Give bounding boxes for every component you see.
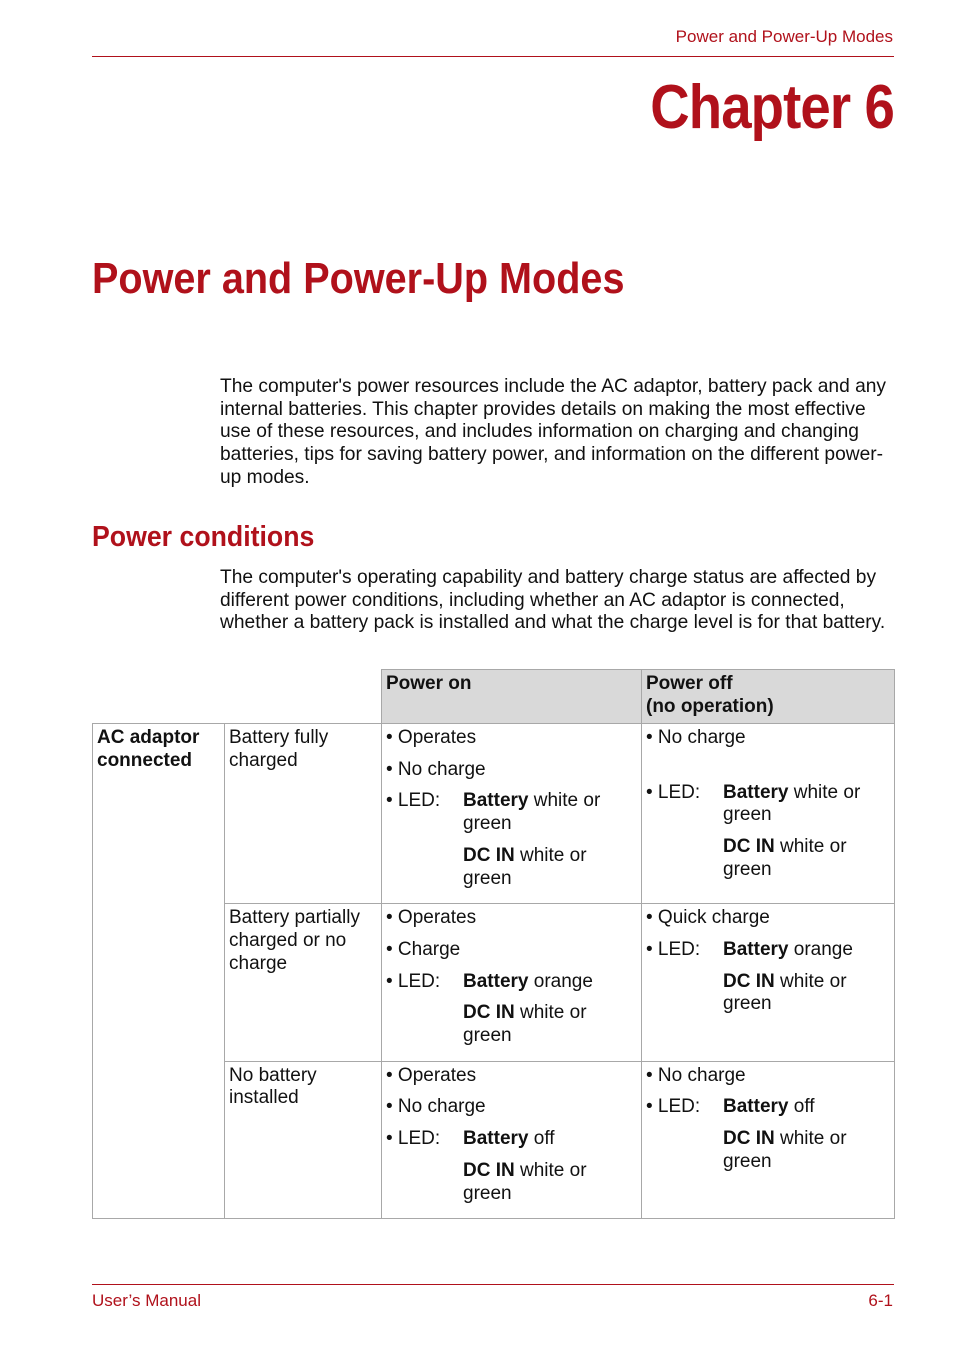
list-item: • No charge bbox=[646, 727, 746, 748]
dcin-led-value: white or green bbox=[463, 844, 587, 889]
list-item: • Operates bbox=[386, 1064, 477, 1086]
dcin-label: DC IN bbox=[723, 1128, 775, 1150]
condition-cell: Battery partially charged or no charge bbox=[225, 904, 382, 1062]
battery-led-value: white or green bbox=[463, 790, 601, 835]
list-item: • No charge bbox=[646, 1064, 746, 1086]
power-off-header-line2: (no operation) bbox=[646, 695, 774, 717]
power-off-header bbox=[642, 670, 895, 724]
led-label: • LED: bbox=[386, 790, 441, 812]
dcin-label: DC IN bbox=[463, 1002, 515, 1024]
battery-led-value: orange bbox=[533, 970, 593, 992]
condition-cell: Battery fully charged bbox=[225, 724, 382, 904]
battery-label: Battery bbox=[463, 970, 529, 992]
list-item: • Charge bbox=[386, 938, 461, 960]
battery-label: Battery bbox=[723, 1096, 789, 1118]
battery-label: Battery bbox=[723, 938, 789, 960]
row-group-header: AC adaptor connected bbox=[93, 724, 225, 1219]
power-off-header-line1: Power off bbox=[646, 673, 733, 694]
led-label: • LED: bbox=[646, 1096, 701, 1118]
header-rule bbox=[92, 56, 894, 57]
battery-led-value: off bbox=[533, 1128, 555, 1150]
dcin-label: DC IN bbox=[723, 970, 775, 992]
power-on-cell bbox=[382, 724, 642, 904]
battery-label: Battery bbox=[463, 790, 529, 812]
dcin-led-value: white or green bbox=[463, 1002, 587, 1047]
dcin-led-value: white or green bbox=[723, 1128, 847, 1172]
footer-rule bbox=[92, 1284, 894, 1285]
battery-led-value: off bbox=[793, 1096, 815, 1118]
dcin-label: DC IN bbox=[463, 844, 515, 866]
led-status bbox=[386, 790, 637, 890]
page-number: 6-1 bbox=[868, 1291, 893, 1310]
power-off-cell bbox=[642, 724, 895, 904]
led-status bbox=[386, 971, 637, 1048]
table-header-row bbox=[93, 670, 895, 724]
list-item: • Operates bbox=[386, 727, 477, 748]
battery-led-value: orange bbox=[793, 938, 853, 960]
dcin-led-value: white or green bbox=[723, 970, 847, 1015]
power-conditions-table bbox=[92, 669, 895, 1219]
dcin-led-value: white or green bbox=[723, 836, 847, 880]
led-status bbox=[646, 939, 890, 1016]
blank-header-cell bbox=[225, 670, 382, 724]
chapter-label: Chapter 6 bbox=[650, 73, 894, 142]
list-item: • No charge bbox=[386, 758, 486, 780]
power-on-cell bbox=[382, 904, 642, 1062]
section-title: Power conditions bbox=[92, 521, 315, 553]
battery-led-value: white or green bbox=[723, 781, 861, 826]
dcin-label: DC IN bbox=[463, 1159, 515, 1181]
list-item: • Quick charge bbox=[646, 907, 770, 929]
led-label: • LED: bbox=[386, 1128, 441, 1150]
dcin-label: DC IN bbox=[723, 836, 775, 858]
battery-label: Battery bbox=[463, 1128, 529, 1150]
led-label: • LED: bbox=[646, 781, 701, 803]
power-on-header: Power on bbox=[382, 670, 642, 724]
intro-paragraph: The computer's power resources include the AC adaptor, battery pack and any internal batteries. This chapter provides details on making the most effective use of these resources, and includes information on charging and changing batteries, tips for saving battery power, and information on the different power-up modes. bbox=[220, 376, 887, 488]
running-header: Power and Power-Up Modes bbox=[675, 27, 893, 46]
page-title: Power and Power-Up Modes bbox=[92, 254, 625, 303]
led-label: • LED: bbox=[646, 938, 701, 960]
dcin-led-value: white or green bbox=[463, 1159, 587, 1204]
section-paragraph: The computer's operating capability and battery charge status are affected by different power conditions, including whether an AC adaptor is connected, whether a battery pack is installed and what the charge level is for that battery. bbox=[220, 567, 886, 634]
power-off-cell bbox=[642, 904, 895, 1062]
condition-cell: No battery installed bbox=[225, 1061, 382, 1219]
list-item: • No charge bbox=[386, 1096, 486, 1118]
power-off-cell bbox=[642, 1061, 895, 1219]
led-status bbox=[386, 1128, 637, 1205]
battery-label: Battery bbox=[723, 781, 789, 803]
table-row bbox=[93, 724, 895, 904]
led-status bbox=[646, 782, 890, 882]
led-label: • LED: bbox=[386, 970, 441, 992]
list-item: • Operates bbox=[386, 907, 477, 929]
power-on-cell bbox=[382, 1061, 642, 1219]
blank-header-cell bbox=[93, 670, 225, 724]
led-status bbox=[646, 1096, 890, 1173]
footer-manual-title: User’s Manual bbox=[92, 1291, 201, 1310]
